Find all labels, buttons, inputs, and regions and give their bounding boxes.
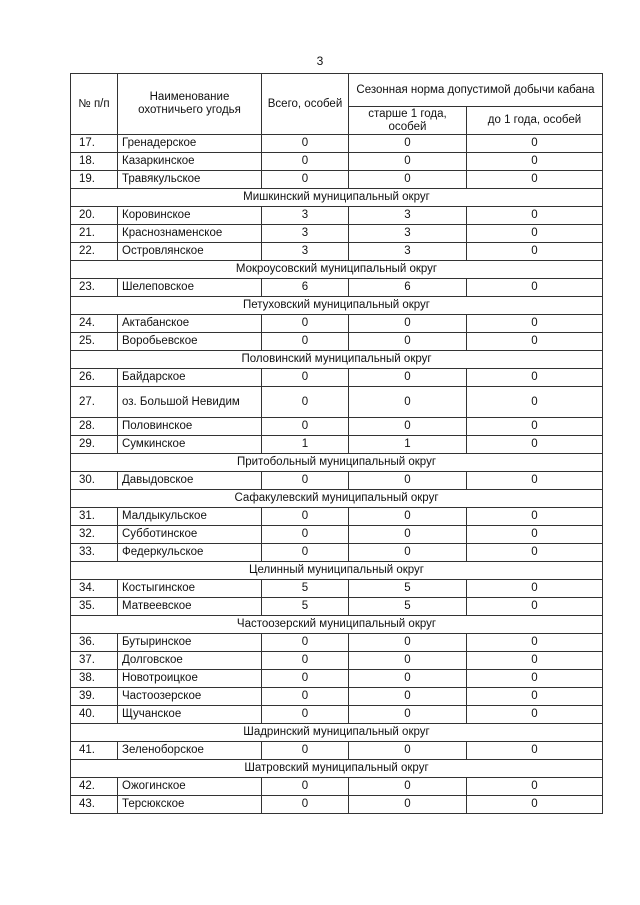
cell-younger: 0 (467, 742, 603, 760)
cell-younger: 0 (467, 634, 603, 652)
table-body (71, 135, 603, 814)
cell-name: Зеленоборское (118, 742, 262, 760)
header-name: Наименование охотничьего угодья (118, 74, 262, 135)
header-number: № п/п (71, 74, 118, 135)
cell-younger: 0 (467, 436, 603, 454)
quota-table-container (70, 73, 602, 814)
cell-name: Казаркинское (118, 153, 262, 171)
cell-name: Терсюкское (118, 796, 262, 814)
cell-younger: 0 (467, 135, 603, 153)
cell-total: 5 (262, 580, 349, 598)
cell-older: 0 (349, 526, 467, 544)
cell-total: 0 (262, 544, 349, 562)
cell-older: 0 (349, 135, 467, 153)
cell-total: 0 (262, 387, 349, 418)
cell-older: 0 (349, 333, 467, 351)
cell-number: 36. (71, 634, 118, 652)
section-row (71, 189, 603, 207)
cell-number: 43. (71, 796, 118, 814)
table-row (71, 688, 603, 706)
cell-total: 0 (262, 634, 349, 652)
cell-total: 0 (262, 706, 349, 724)
cell-younger: 0 (467, 778, 603, 796)
cell-younger: 0 (467, 207, 603, 225)
cell-younger: 0 (467, 652, 603, 670)
table-row (71, 135, 603, 153)
cell-younger: 0 (467, 369, 603, 387)
cell-total: 3 (262, 225, 349, 243)
cell-younger: 0 (467, 706, 603, 724)
table-row (71, 778, 603, 796)
cell-name: Костыгинское (118, 580, 262, 598)
cell-total: 1 (262, 436, 349, 454)
section-title: Мокроусовский муниципальный округ (71, 261, 603, 279)
cell-total: 0 (262, 526, 349, 544)
cell-younger: 0 (467, 387, 603, 418)
cell-younger: 0 (467, 225, 603, 243)
cell-younger: 0 (467, 580, 603, 598)
table-row (71, 472, 603, 490)
quota-table (70, 73, 603, 814)
cell-younger: 0 (467, 333, 603, 351)
cell-number: 32. (71, 526, 118, 544)
header-older: старше 1 года, особей (349, 107, 467, 135)
table-row (71, 508, 603, 526)
cell-older: 0 (349, 171, 467, 189)
cell-younger: 0 (467, 598, 603, 616)
table-row (71, 333, 603, 351)
cell-number: 37. (71, 652, 118, 670)
cell-older: 0 (349, 387, 467, 418)
cell-older: 0 (349, 688, 467, 706)
cell-total: 0 (262, 670, 349, 688)
cell-total: 0 (262, 315, 349, 333)
cell-name: Федеркульское (118, 544, 262, 562)
cell-name: Коровинское (118, 207, 262, 225)
cell-total: 5 (262, 598, 349, 616)
section-row (71, 490, 603, 508)
table-row (71, 598, 603, 616)
cell-younger: 0 (467, 670, 603, 688)
table-row (71, 387, 603, 418)
table-row (71, 315, 603, 333)
cell-number: 34. (71, 580, 118, 598)
cell-total: 3 (262, 243, 349, 261)
table-row (71, 243, 603, 261)
table-row (71, 652, 603, 670)
cell-older: 3 (349, 207, 467, 225)
cell-name: Островлянское (118, 243, 262, 261)
cell-younger: 0 (467, 544, 603, 562)
cell-number: 29. (71, 436, 118, 454)
section-title: Шатровский муниципальный округ (71, 760, 603, 778)
cell-older: 5 (349, 580, 467, 598)
section-row (71, 562, 603, 580)
section-row (71, 454, 603, 472)
cell-younger: 0 (467, 418, 603, 436)
cell-older: 0 (349, 153, 467, 171)
section-row (71, 616, 603, 634)
section-title: Целинный муниципальный округ (71, 562, 603, 580)
cell-older: 0 (349, 652, 467, 670)
cell-older: 3 (349, 225, 467, 243)
cell-name: Давыдовское (118, 472, 262, 490)
cell-number: 22. (71, 243, 118, 261)
cell-younger: 0 (467, 243, 603, 261)
cell-name: Матвеевское (118, 598, 262, 616)
table-row (71, 225, 603, 243)
section-row (71, 261, 603, 279)
cell-number: 19. (71, 171, 118, 189)
table-row (71, 436, 603, 454)
cell-number: 21. (71, 225, 118, 243)
cell-older: 0 (349, 706, 467, 724)
cell-older: 0 (349, 742, 467, 760)
cell-total: 0 (262, 508, 349, 526)
cell-number: 24. (71, 315, 118, 333)
table-row (71, 369, 603, 387)
table-row (71, 526, 603, 544)
cell-number: 33. (71, 544, 118, 562)
cell-name: Гренадерское (118, 135, 262, 153)
cell-total: 0 (262, 333, 349, 351)
cell-total: 6 (262, 279, 349, 297)
cell-younger: 0 (467, 472, 603, 490)
table-row (71, 796, 603, 814)
table-row (71, 706, 603, 724)
cell-total: 0 (262, 418, 349, 436)
table-row (71, 580, 603, 598)
cell-younger: 0 (467, 153, 603, 171)
page-number: 3 (316, 54, 324, 68)
cell-number: 35. (71, 598, 118, 616)
cell-younger: 0 (467, 508, 603, 526)
cell-name: Половинское (118, 418, 262, 436)
cell-number: 39. (71, 688, 118, 706)
cell-number: 27. (71, 387, 118, 418)
cell-older: 5 (349, 598, 467, 616)
cell-total: 0 (262, 171, 349, 189)
cell-total: 3 (262, 207, 349, 225)
cell-number: 25. (71, 333, 118, 351)
cell-younger: 0 (467, 171, 603, 189)
section-row (71, 760, 603, 778)
section-row (71, 297, 603, 315)
cell-older: 0 (349, 796, 467, 814)
cell-older: 0 (349, 778, 467, 796)
section-title: Петуховский муниципальный округ (71, 297, 603, 315)
cell-name: Шелеповское (118, 279, 262, 297)
cell-older: 6 (349, 279, 467, 297)
cell-number: 42. (71, 778, 118, 796)
section-row (71, 724, 603, 742)
cell-number: 23. (71, 279, 118, 297)
cell-younger: 0 (467, 315, 603, 333)
cell-total: 0 (262, 369, 349, 387)
section-title: Половинский муниципальный округ (71, 351, 603, 369)
cell-name: Воробьевское (118, 333, 262, 351)
cell-number: 28. (71, 418, 118, 436)
cell-older: 0 (349, 508, 467, 526)
cell-older: 0 (349, 670, 467, 688)
cell-older: 0 (349, 472, 467, 490)
section-title: Мишкинский муниципальный округ (71, 189, 603, 207)
cell-name: Травякульское (118, 171, 262, 189)
cell-name: Субботинское (118, 526, 262, 544)
cell-number: 40. (71, 706, 118, 724)
table-row (71, 742, 603, 760)
table-row (71, 279, 603, 297)
cell-total: 0 (262, 688, 349, 706)
cell-total: 0 (262, 796, 349, 814)
table-row (71, 153, 603, 171)
header-seasonal-norm: Сезонная норма допустимой добычи кабана (349, 74, 603, 107)
cell-total: 0 (262, 472, 349, 490)
cell-older: 0 (349, 418, 467, 436)
cell-number: 20. (71, 207, 118, 225)
cell-name: Малдыкульское (118, 508, 262, 526)
section-title: Притобольный муниципальный округ (71, 454, 603, 472)
cell-number: 18. (71, 153, 118, 171)
cell-name: Байдарское (118, 369, 262, 387)
cell-name: Сумкинское (118, 436, 262, 454)
cell-number: 31. (71, 508, 118, 526)
cell-number: 41. (71, 742, 118, 760)
header-total: Всего, особей (262, 74, 349, 135)
cell-number: 38. (71, 670, 118, 688)
cell-younger: 0 (467, 526, 603, 544)
cell-name: Ожогинское (118, 778, 262, 796)
cell-total: 0 (262, 778, 349, 796)
header-younger: до 1 года, особей (467, 107, 603, 135)
cell-name: Новотроицкое (118, 670, 262, 688)
cell-total: 0 (262, 153, 349, 171)
section-row (71, 351, 603, 369)
cell-name: Краснознаменское (118, 225, 262, 243)
cell-older: 0 (349, 369, 467, 387)
table-row (71, 544, 603, 562)
section-title: Сафакулевский муниципальный округ (71, 490, 603, 508)
section-title: Шадринский муниципальный округ (71, 724, 603, 742)
cell-older: 0 (349, 634, 467, 652)
cell-number: 17. (71, 135, 118, 153)
cell-younger: 0 (467, 279, 603, 297)
cell-total: 0 (262, 135, 349, 153)
table-row (71, 171, 603, 189)
table-row (71, 670, 603, 688)
cell-name: Актабанское (118, 315, 262, 333)
cell-name: Частоозерское (118, 688, 262, 706)
cell-younger: 0 (467, 796, 603, 814)
cell-older: 0 (349, 315, 467, 333)
cell-total: 0 (262, 652, 349, 670)
cell-older: 0 (349, 544, 467, 562)
cell-number: 30. (71, 472, 118, 490)
section-title: Частоозерский муниципальный округ (71, 616, 603, 634)
cell-name: Долговское (118, 652, 262, 670)
cell-older: 3 (349, 243, 467, 261)
cell-older: 1 (349, 436, 467, 454)
cell-younger: 0 (467, 688, 603, 706)
table-row (71, 207, 603, 225)
cell-name: Бутыринское (118, 634, 262, 652)
cell-name: Щучанское (118, 706, 262, 724)
cell-number: 26. (71, 369, 118, 387)
cell-name: оз. Большой Невидим (118, 387, 262, 418)
cell-total: 0 (262, 742, 349, 760)
table-row (71, 634, 603, 652)
table-row (71, 418, 603, 436)
